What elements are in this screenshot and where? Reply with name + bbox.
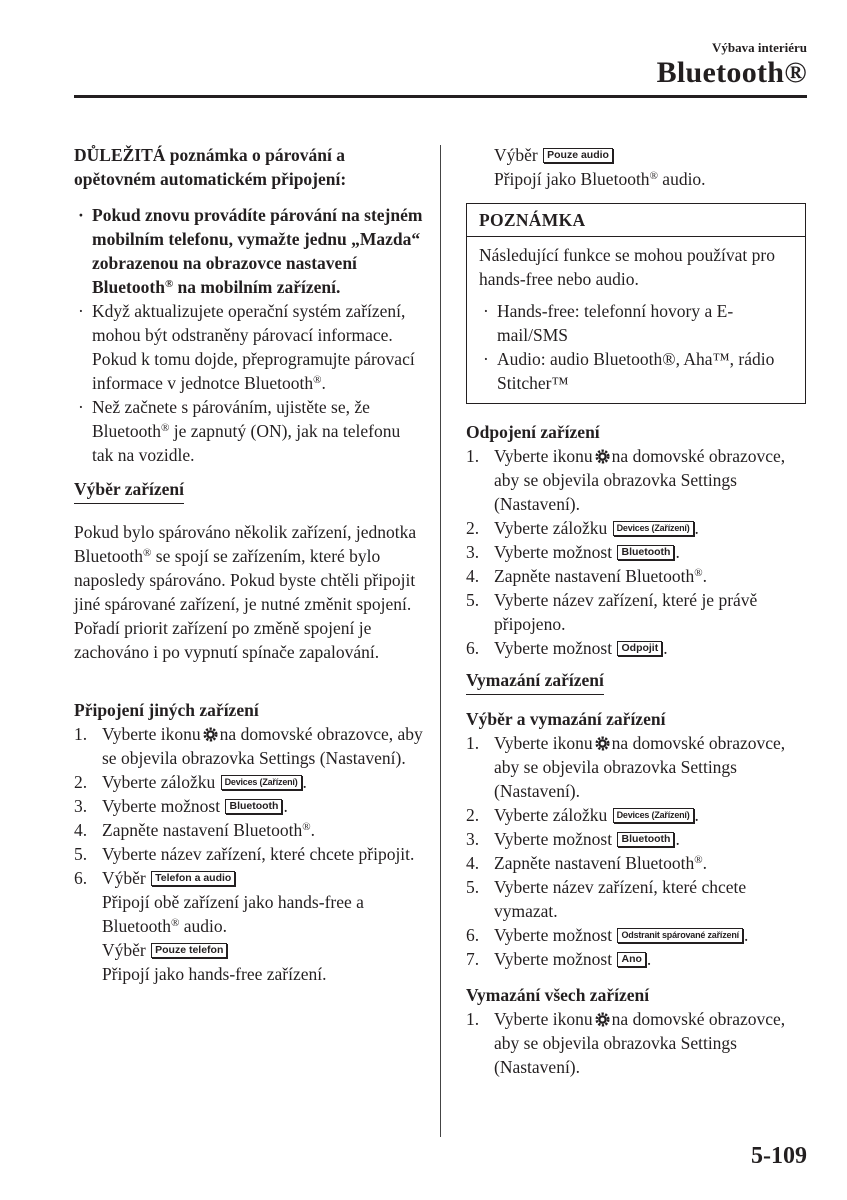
bullet-text: Než začnete s párováním, ujistěte se, že Bluetooth® je zapnutý (ON), jak na telefonu tak na vozidle. [92,397,401,465]
note-box [466,203,806,404]
page-number: 5-109 [751,1143,807,1169]
settings-gear-icon [595,736,610,751]
bullet-item [74,203,424,299]
header-rule [74,95,807,98]
delete-device-heading: Vymazání zařízení [466,668,604,695]
select-device-heading: Výběr zařízení [74,477,184,504]
note-body [467,237,805,403]
list-item: 3. Vyberte možnost Bluetooth . [74,796,288,816]
phone-only-button: Pouze telefon [151,943,227,958]
connect-steps [74,722,424,890]
bullet-item [74,395,424,467]
disconnect-steps [466,444,806,660]
important-heading: DŮLEŽITÁ poznámka o párování a opětovném automatickém připojení: [74,145,347,189]
list-item: 4. Zapněte nastavení Bluetooth®. [74,820,315,840]
list-item: 2. Vyberte záložku Devices (Zařízení) . [466,518,699,538]
delete-all-steps [466,1007,806,1079]
list-item: 4. Zapněte nastavení Bluetooth®. [466,566,707,586]
section-label: Výbava interiéru [712,40,807,55]
list-item: 6. Výběr Telefon a audio [74,866,424,890]
column-divider [440,145,441,1137]
delete-steps [466,731,806,971]
step-option: Výběr Pouze telefon [74,938,424,962]
bullet-dot: · [78,205,84,225]
list-item: 5. Vyberte název zařízení, které je právě připojeno. [466,590,758,634]
page-title: Bluetooth® [656,56,807,89]
list-item: 5. Vyberte název zařízení, které chcete připojit. [74,844,415,864]
select-delete-heading: Výběr a vymazání zařízení [466,709,666,729]
settings-gear-icon [595,1012,610,1027]
right-column [466,143,806,1079]
disconnect-button: Odpojit [617,641,662,656]
list-item: 3. Vyberte možnost Bluetooth . [466,542,680,562]
bluetooth-option-button: Bluetooth [617,832,674,847]
list-item: 2. Vyberte záložku Devices (Zařízení) . [74,772,307,792]
select-device-paragraph: Pokud bylo spárováno několik zařízení, jednotka Bluetooth® se spojí se zařízením, které bylo naposledy spárováno. Pokud byste chtěli připojit jiné spárované zařízení, je nutné změnit spojení. Pořadí priorit zařízení po změně spojení je zachováno i po vypnutí spínače zapalování. [74,522,417,662]
delete-paired-device-button: Odstranit spárované zařízení [617,928,742,943]
step-description: Připojí obě zařízení jako hands-free a Bluetooth® audio. [102,892,364,936]
disconnect-heading: Odpojení zařízení [466,422,600,442]
list-item: 6. Vyberte možnost Odpojit . [466,638,668,658]
bullet-dot: · [483,349,489,369]
step-description: Připojí jako hands-free zařízení. [102,964,327,984]
yes-button: Ano [617,952,645,967]
devices-tab-button: Devices (Zařízení) [613,521,694,536]
list-item: 3. Vyberte možnost Bluetooth . [466,829,680,849]
bluetooth-option-button: Bluetooth [225,799,282,814]
list-item: 4. Zapněte nastavení Bluetooth®. [466,853,707,873]
phone-and-audio-button: Telefon a audio [151,871,235,886]
list-item: 1. Vyberte ikonu na domovské obrazovce, aby se objevila obrazovka Settings (Nastavení). [466,733,786,801]
note-title: POZNÁMKA [467,204,805,237]
list-item: 5. Vyberte název zařízení, které chcete vymazat. [466,877,747,921]
note-intro: Následující funkce se mohou používat pro hands-free nebo audio. [479,245,775,289]
connect-other-heading: Připojení jiných zařízení [74,700,259,720]
note-bullet: · Hands-free: telefonní hovory a E-mail/SMS [479,299,793,347]
list-item: 1. Vyberte ikonu na domovské obrazovce, aby se objevila obrazovka Settings (Nastavení). [74,724,423,768]
list-item: 2. Vyberte záložku Devices (Zařízení) . [466,805,699,825]
devices-tab-button: Devices (Zařízení) [221,775,302,790]
bullet-dot: · [483,301,489,321]
list-item: 1. Vyberte ikonu na domovské obrazovce, aby se objevila obrazovka Settings (Nastavení). [466,1009,786,1077]
bullet-text: Když aktualizujete operační systém zařízení, mohou být odstraněny párovací informace. Pokud k tomu dojde, přeprogramujte párovací informace v jednotce Bluetooth®. [92,301,415,393]
step-option: Výběr Pouze audio [466,143,806,167]
bluetooth-option-button: Bluetooth [617,545,674,560]
bullet-item [74,299,424,395]
list-item: 1. Vyberte ikonu na domovské obrazovce, aby se objevila obrazovka Settings (Nastavení). [466,446,786,514]
delete-all-heading: Vymazání všech zařízení [466,985,650,1005]
bullet-dot: · [78,397,84,417]
devices-tab-button: Devices (Zařízení) [613,808,694,823]
bullet-dot: · [78,301,84,321]
step-description: Připojí jako Bluetooth® audio. [494,169,706,189]
settings-gear-icon [595,449,610,464]
list-item: 7. Vyberte možnost Ano . [466,949,652,969]
left-column [74,143,424,986]
list-item: 6. Vyberte možnost Odstranit spárované zařízení . [466,925,749,945]
bullet-text: Pokud znovu provádíte párování na stejném mobilním telefonu, vymažte jednu „Mazda“ zobrazenou na obrazovce nastavení Bluetooth® na mobilním zařízení. [92,205,423,297]
note-bullet: · Audio: audio Bluetooth®, Aha™, rádio Stitcher™ [479,347,793,395]
audio-only-button: Pouze audio [543,148,613,163]
settings-gear-icon [203,727,218,742]
